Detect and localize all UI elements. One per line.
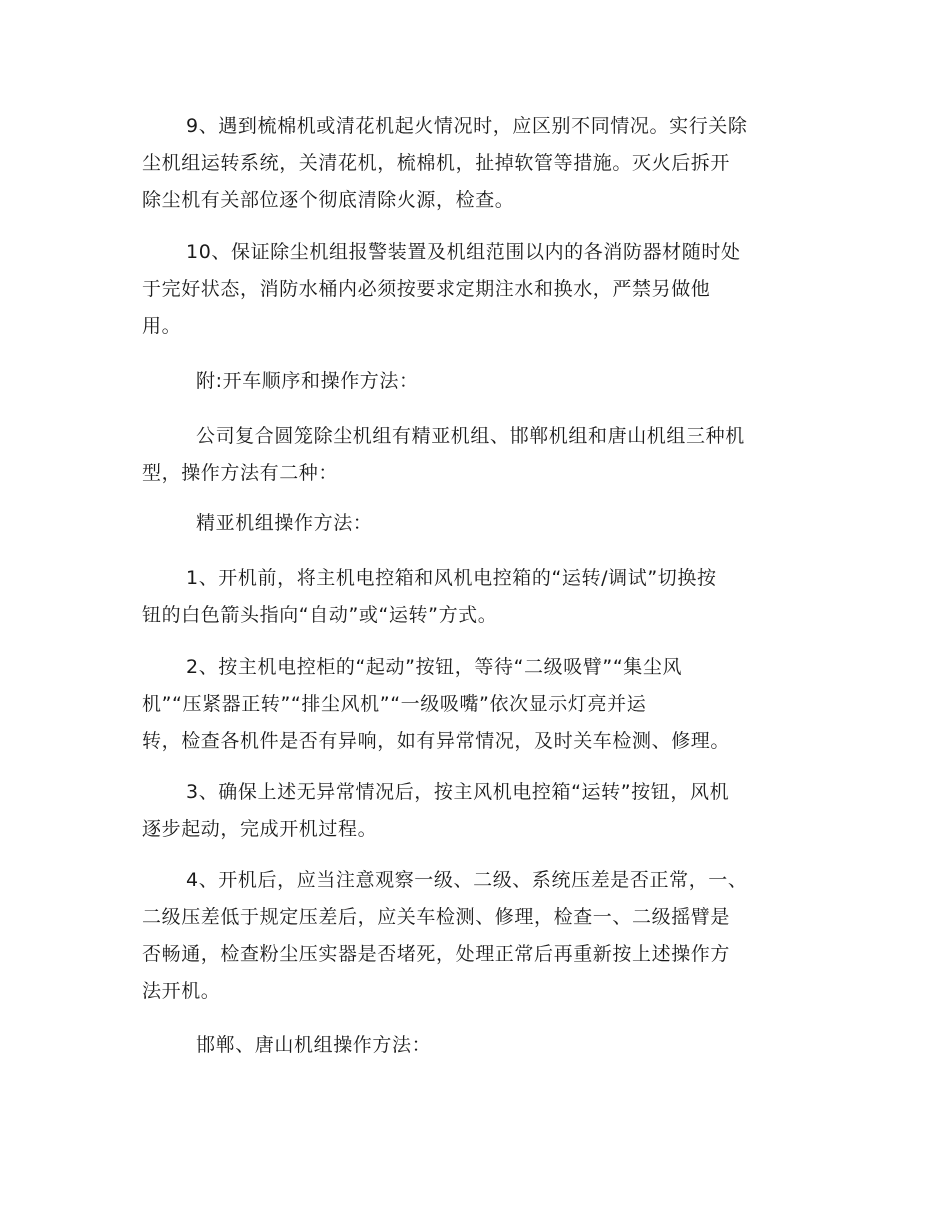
text-line: 转，检查各机件是否有异响，如有异常情况，及时关车检测、修理。 <box>142 730 731 752</box>
text-line: 用。 <box>142 315 182 337</box>
text-line: 于完好状态，消防水桶内必须按要求定期注水和换水，严禁另做他 <box>142 278 711 300</box>
text-line: 逐步起动，完成开机过程。 <box>142 818 378 840</box>
text-line: 公司复合圆笼除尘机组有精亚机组、邯郸机组和唐山机组三种机 <box>196 425 745 447</box>
appendix-heading <box>142 363 810 400</box>
text-line: 附:开车顺序和操作方法： <box>196 370 419 392</box>
text-line: 1、开机前，将主机电控箱和风机电控箱的“运转/调试”切换按 <box>186 567 717 589</box>
step-2-start-button <box>142 649 810 760</box>
text-line: 4、开机后，应当注意观察一级、二级、系统压差是否正常，一、 <box>186 869 748 891</box>
step-4-after-start <box>142 862 810 1010</box>
text-line: 10、保证除尘机组报警装置及机组范围以内的各消防器材随时处 <box>186 241 741 263</box>
text-line: 2、按主机电控柜的“起动”按钮，等待“二级吸臂”“集尘风 <box>186 656 683 678</box>
paragraph-9-fire-handling <box>142 108 810 219</box>
text-line: 尘机组运转系统，关清花机，梳棉机，扯掉软管等措施。灭火后拆开 <box>142 152 731 174</box>
step-1-before-start <box>142 560 810 634</box>
text-line: 机”“压紧器正转”“排尘风机”“一级吸嘴”依次显示灯亮并运 <box>142 693 647 715</box>
text-line: 除尘机有关部位逐个彻底清除火源，检查。 <box>142 189 515 211</box>
text-line: 邯郸、唐山机组操作方法： <box>196 1034 432 1056</box>
text-line: 否畅通，检查粉尘压实器是否堵死，处理正常后再重新按上述操作方 <box>142 943 731 965</box>
handan-tangshan-method-heading <box>142 1027 810 1064</box>
text-line: 钮的白色箭头指向“自动”或“运转”方式。 <box>142 604 498 626</box>
text-line: 精亚机组操作方法： <box>196 512 373 534</box>
text-line: 法开机。 <box>142 980 221 1002</box>
paragraph-unit-types <box>142 418 810 492</box>
paragraph-10-alarm-equipment <box>142 234 810 345</box>
jingya-method-heading <box>142 505 810 542</box>
text-line: 3、确保上述无异常情况后，按主风机电控箱“运转”按钮，风机 <box>186 781 730 803</box>
text-line: 9、遇到梳棉机或清花机起火情况时，应区别不同情况。实行关除 <box>186 115 748 137</box>
step-3-main-fan <box>142 774 810 848</box>
text-line: 二级压差低于规定压差后，应关车检测、修理，检查一、二级摇臂是 <box>142 906 731 928</box>
text-line: 型，操作方法有二种： <box>142 462 339 484</box>
